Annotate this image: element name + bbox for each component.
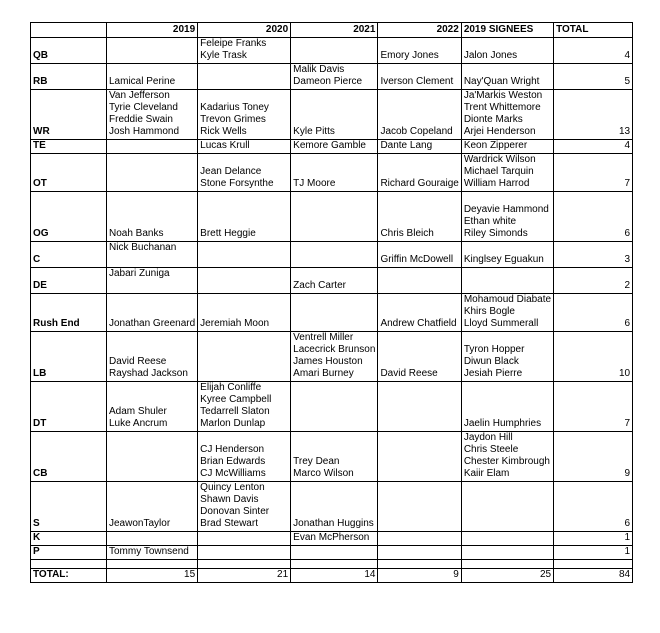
player-name: Marco Wilson (293, 468, 354, 479)
position-cell: QB (31, 38, 107, 64)
position-cell: TE (31, 140, 107, 154)
table-row (31, 532, 633, 546)
players-signees-cell (461, 432, 553, 482)
position-cell: OG (31, 192, 107, 242)
player-name: Feleipe Franks (200, 38, 267, 49)
total-c2022-cell: 9 (378, 569, 461, 583)
players-2020-cell (198, 38, 291, 64)
player-name: CJ McWilliams (200, 468, 266, 479)
players-2022-cell (378, 90, 461, 140)
player-name: Jalon Jones (463, 50, 518, 61)
table-row (31, 154, 633, 192)
position-total-cell: 6 (554, 294, 633, 332)
player-name: Jesiah Pierre (463, 368, 523, 379)
player-name: Richard Gouraige (380, 178, 459, 189)
players-2019-cell (107, 242, 198, 268)
position-cell: P (31, 546, 107, 560)
empty-cell (31, 560, 107, 569)
player-name: Dante Lang (380, 140, 433, 151)
players-signees-cell (461, 242, 553, 268)
player-name: Jabari Zuniga (109, 268, 170, 279)
players-2022-cell (378, 268, 461, 294)
position-total-cell: 13 (554, 90, 633, 140)
player-name: Marlon Dunlap (200, 418, 266, 429)
player-name: Dionte Marks (463, 114, 523, 125)
empty-cell (461, 560, 553, 569)
players-signees-cell (461, 332, 553, 382)
players-2019-cell (107, 192, 198, 242)
spacer-row (31, 560, 633, 569)
table-row (31, 90, 633, 140)
position-total-cell: 9 (554, 432, 633, 482)
player-name: David Reese (109, 356, 167, 367)
players-signees-cell (461, 64, 553, 90)
position-total-cell: 4 (554, 38, 633, 64)
players-2019-cell (107, 64, 198, 90)
player-name: Freddie Swain (109, 114, 173, 125)
header-total: TOTAL (554, 23, 633, 38)
players-2021-cell (291, 532, 378, 546)
total-c2019-cell: 15 (107, 569, 198, 583)
player-name: Kadarius Toney (200, 102, 269, 113)
players-2022-cell (378, 294, 461, 332)
players-2020-cell (198, 332, 291, 382)
player-name: Dameon Pierce (293, 76, 363, 87)
table-row (31, 268, 633, 294)
table-row (31, 38, 633, 64)
total-c2021-cell: 14 (291, 569, 378, 583)
players-2020-cell (198, 90, 291, 140)
player-name: Michael Tarquin (463, 166, 534, 177)
players-2020-cell (198, 140, 291, 154)
player-name: Tedarrell Slaton (200, 406, 270, 417)
player-name: Mohamoud Diabate (463, 294, 552, 305)
players-2022-cell (378, 332, 461, 382)
empty-cell (554, 560, 633, 569)
players-2019-cell (107, 90, 198, 140)
player-name: Kaiir Elam (463, 468, 510, 479)
player-name: Tyrie Cleveland (109, 102, 178, 113)
player-name: Andrew Chatfield (380, 318, 457, 329)
total-signees-cell: 25 (461, 569, 553, 583)
players-2022-cell (378, 38, 461, 64)
player-name: Ja'Markis Weston (463, 90, 543, 101)
player-name: Lucas Krull (200, 140, 250, 151)
players-signees-cell (461, 140, 553, 154)
position-cell: K (31, 532, 107, 546)
players-2021-cell (291, 192, 378, 242)
player-name: Rayshad Jackson (109, 368, 188, 379)
players-2021-cell (291, 294, 378, 332)
players-signees-cell (461, 294, 553, 332)
player-name: Chris Steele (463, 444, 519, 455)
players-2021-cell (291, 38, 378, 64)
player-name: David Reese (380, 368, 438, 379)
players-2021-cell (291, 154, 378, 192)
players-2019-cell (107, 546, 198, 560)
players-signees-cell (461, 482, 553, 532)
player-name: Stone Forsynthe (200, 178, 274, 189)
players-2022-cell (378, 192, 461, 242)
players-signees-cell (461, 382, 553, 432)
header-2020: 2020 (198, 23, 291, 38)
players-2021-cell (291, 242, 378, 268)
position-cell: DT (31, 382, 107, 432)
player-name: CJ Henderson (200, 444, 265, 455)
player-name: Wardrick Wilson (463, 154, 536, 165)
player-name: Malik Davis (293, 64, 345, 75)
player-name: Emory Jones (380, 50, 439, 61)
position-total-cell: 1 (554, 532, 633, 546)
players-2022-cell (378, 432, 461, 482)
players-2019-cell (107, 154, 198, 192)
position-total-cell: 7 (554, 154, 633, 192)
empty-cell (291, 560, 378, 569)
players-2021-cell (291, 140, 378, 154)
table-row (31, 294, 633, 332)
players-2021-cell (291, 546, 378, 560)
player-name: Amari Burney (293, 368, 354, 379)
players-2019-cell (107, 482, 198, 532)
player-name: Lloyd Summerall (463, 318, 539, 329)
table-row (31, 382, 633, 432)
position-cell: CB (31, 432, 107, 482)
players-2022-cell (378, 532, 461, 546)
position-cell: C (31, 242, 107, 268)
players-2020-cell (198, 268, 291, 294)
position-cell: RB (31, 64, 107, 90)
player-name: Evan McPherson (293, 532, 370, 543)
total-c2020-cell: 21 (198, 569, 291, 583)
players-2022-cell (378, 546, 461, 560)
position-cell: Rush End (31, 294, 107, 332)
player-name: Chris Bleich (380, 228, 434, 239)
players-2020-cell (198, 532, 291, 546)
player-name: Arjei Henderson (463, 126, 536, 137)
player-name: Kemore Gamble (293, 140, 366, 151)
players-2020-cell (198, 192, 291, 242)
position-total-cell: 10 (554, 332, 633, 382)
header-2019: 2019 (107, 23, 198, 38)
position-cell: WR (31, 90, 107, 140)
player-name: Brad Stewart (200, 518, 258, 529)
position-total-cell: 3 (554, 242, 633, 268)
player-name: Luke Ancrum (109, 418, 168, 429)
total-total-cell: 84 (554, 569, 633, 583)
position-total-cell: 4 (554, 140, 633, 154)
player-name: Lacecrick Brunson (293, 344, 376, 355)
totals-row (31, 569, 633, 583)
player-name: Jeremiah Moon (200, 318, 270, 329)
player-name: Zach Carter (293, 280, 346, 291)
players-2021-cell (291, 64, 378, 90)
player-name: Keon Zipperer (463, 140, 528, 151)
players-2020-cell (198, 546, 291, 560)
position-cell: OT (31, 154, 107, 192)
table-row (31, 140, 633, 154)
player-name: Tommy Townsend (109, 546, 189, 557)
players-2019-cell (107, 140, 198, 154)
position-cell: S (31, 482, 107, 532)
players-2020-cell (198, 154, 291, 192)
player-name: Nick Buchanan (109, 242, 177, 253)
player-name: Deyavie Hammond (463, 204, 549, 215)
player-name (109, 254, 195, 266)
player-name: Chester Kimbrough (463, 456, 550, 467)
player-name: William Harrod (463, 178, 530, 189)
player-name: Trevon Grimes (200, 114, 266, 125)
player-name: Kyle Pitts (293, 126, 335, 137)
player-name: Kinglsey Eguakun (463, 254, 544, 265)
players-2020-cell (198, 294, 291, 332)
header-signees: 2019 SIGNEES (461, 23, 553, 38)
players-signees-cell (461, 192, 553, 242)
player-name: Shawn Davis (200, 494, 259, 505)
position-total-cell: 2 (554, 268, 633, 294)
position-total-cell: 1 (554, 546, 633, 560)
players-2021-cell (291, 90, 378, 140)
totals-label: TOTAL: (31, 569, 107, 583)
player-name: Jacob Copeland (380, 126, 453, 137)
player-name: Griffin McDowell (380, 254, 454, 265)
players-2019-cell (107, 432, 198, 482)
player-name: Diwun Black (463, 356, 519, 367)
player-name: Riley Simonds (463, 228, 528, 239)
players-2022-cell (378, 140, 461, 154)
players-2021-cell (291, 432, 378, 482)
players-2019-cell (107, 38, 198, 64)
position-total-cell: 5 (554, 64, 633, 90)
player-name: Tyron Hopper (463, 344, 525, 355)
table-row (31, 64, 633, 90)
player-name: Ethan white (463, 216, 517, 227)
players-2019-cell (107, 532, 198, 546)
players-2020-cell (198, 242, 291, 268)
player-name: Kyree Campbell (200, 394, 272, 405)
header-blank (31, 23, 107, 38)
player-name: Donovan Sinter (200, 506, 270, 517)
players-2020-cell (198, 432, 291, 482)
players-2021-cell (291, 332, 378, 382)
players-signees-cell (461, 38, 553, 64)
player-name: Trent Whittemore (463, 102, 541, 113)
player-name: Trey Dean (293, 456, 340, 467)
players-2022-cell (378, 242, 461, 268)
player-name: Brian Edwards (200, 456, 266, 467)
player-name (109, 280, 195, 292)
players-2020-cell (198, 482, 291, 532)
table-row (31, 546, 633, 560)
player-name: Jonathan Huggins (293, 518, 374, 529)
player-name: Quincy Lenton (200, 482, 265, 493)
players-2020-cell (198, 382, 291, 432)
player-name: Jaelin Humphries (463, 418, 542, 429)
player-name: TJ Moore (293, 178, 336, 189)
players-signees-cell (461, 546, 553, 560)
player-name: Iverson Clement (380, 76, 454, 87)
players-2019-cell (107, 332, 198, 382)
table-row (31, 482, 633, 532)
position-total-cell: 7 (554, 382, 633, 432)
table-row (31, 192, 633, 242)
table-row (31, 332, 633, 382)
player-name: Kyle Trask (200, 50, 247, 61)
table-row (31, 432, 633, 482)
player-name: Ventrell Miller (293, 332, 354, 343)
players-2020-cell (198, 64, 291, 90)
player-name: Khirs Bogle (463, 306, 515, 317)
roster-table (30, 22, 633, 583)
players-2021-cell (291, 482, 378, 532)
players-2021-cell (291, 382, 378, 432)
players-2022-cell (378, 482, 461, 532)
players-signees-cell (461, 154, 553, 192)
player-name: Adam Shuler (109, 406, 167, 417)
player-name: Josh Hammond (109, 126, 180, 137)
players-2019-cell (107, 294, 198, 332)
header-row (31, 23, 633, 38)
players-signees-cell (461, 268, 553, 294)
players-signees-cell (461, 90, 553, 140)
empty-cell (378, 560, 461, 569)
player-name: Rick Wells (200, 126, 247, 137)
player-name: Jaydon Hill (463, 432, 513, 443)
player-name: Elijah Conliffe (200, 382, 262, 393)
table-row (31, 242, 633, 268)
player-name: JeawonTaylor (109, 518, 171, 529)
player-name: James Houston (293, 356, 363, 367)
position-total-cell: 6 (554, 482, 633, 532)
players-2021-cell (291, 268, 378, 294)
players-2019-cell (107, 268, 198, 294)
position-cell: DE (31, 268, 107, 294)
player-name: Van Jefferson (109, 90, 170, 101)
players-signees-cell (461, 532, 553, 546)
header-2021: 2021 (291, 23, 378, 38)
empty-cell (198, 560, 291, 569)
players-2022-cell (378, 382, 461, 432)
player-name: Brett Heggie (200, 228, 256, 239)
player-name: Nay'Quan Wright (463, 76, 540, 87)
player-name: Noah Banks (109, 228, 164, 239)
header-2022: 2022 (378, 23, 461, 38)
players-2022-cell (378, 64, 461, 90)
players-2019-cell (107, 382, 198, 432)
position-total-cell: 6 (554, 192, 633, 242)
player-name: Jonathan Greenard (109, 318, 196, 329)
players-2022-cell (378, 154, 461, 192)
position-cell: LB (31, 332, 107, 382)
player-name: Lamical Perine (109, 76, 176, 87)
empty-cell (107, 560, 198, 569)
player-name: Jean Delance (200, 166, 262, 177)
